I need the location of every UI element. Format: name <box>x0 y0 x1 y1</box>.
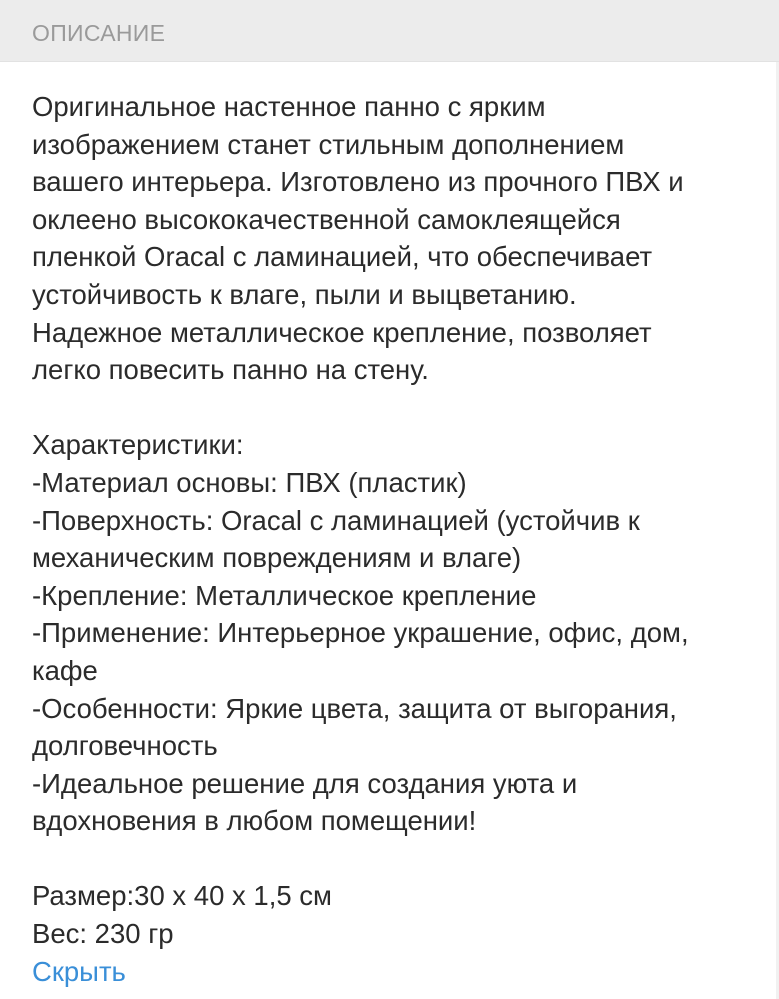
specs <box>32 877 747 952</box>
characteristic-line: -Крепление: Металлическое крепление <box>32 579 537 611</box>
size-text: Размер:30 х 40 х 1,5 см <box>32 880 332 912</box>
description-line: устойчивость к влаге, пыли и выцветанию. <box>32 278 577 310</box>
characteristic-line: -Идеальное решение для создания уюта и <box>32 767 578 799</box>
description-line: изображением станет стильным дополнением <box>32 128 625 160</box>
characteristic-line: механическим повреждениям и влаге) <box>32 542 522 574</box>
intro-paragraph <box>32 88 747 389</box>
characteristic-line: -Особенности: Яркие цвета, защита от выгорания, <box>32 692 677 724</box>
characteristic-line: -Применение: Интерьерное украшение, офис, дом, <box>32 617 689 649</box>
characteristic-line: вдохновения в любом помещении! <box>32 805 477 837</box>
description-line: Оригинальное настенное панно с ярким <box>32 91 546 122</box>
characteristic-line: -Поверхность: Oracal с ламинацией (устойчив к <box>32 504 640 536</box>
description-line: Надежное металлическое крепление, позволяет <box>32 316 652 348</box>
description-line: оклеено высококачественной самоклеящейся <box>32 203 621 235</box>
characteristics-heading: Характеристики: <box>32 429 244 461</box>
weight-text: Вес: 230 гр <box>32 918 174 950</box>
description-line: вашего интерьера. Изготовлено из прочного ПВХ и <box>32 166 684 198</box>
paragraph-spacer <box>32 389 747 427</box>
description-line: пленкой Oracal с ламинацией, что обеспечивает <box>32 241 653 273</box>
characteristic-line: кафе <box>32 654 98 686</box>
hide-description-link[interactable]: Скрыть <box>32 955 126 987</box>
characteristic-line: долговечность <box>32 730 218 762</box>
description-section-header <box>0 0 779 62</box>
description-line: легко повесить панно на стену. <box>32 354 429 386</box>
section-title: ОПИСАНИЕ <box>32 20 166 46</box>
paragraph-spacer <box>32 840 747 878</box>
description-body <box>32 88 747 990</box>
characteristic-line: -Материал основы: ПВХ (пластик) <box>32 466 467 498</box>
characteristics-list <box>32 426 747 840</box>
